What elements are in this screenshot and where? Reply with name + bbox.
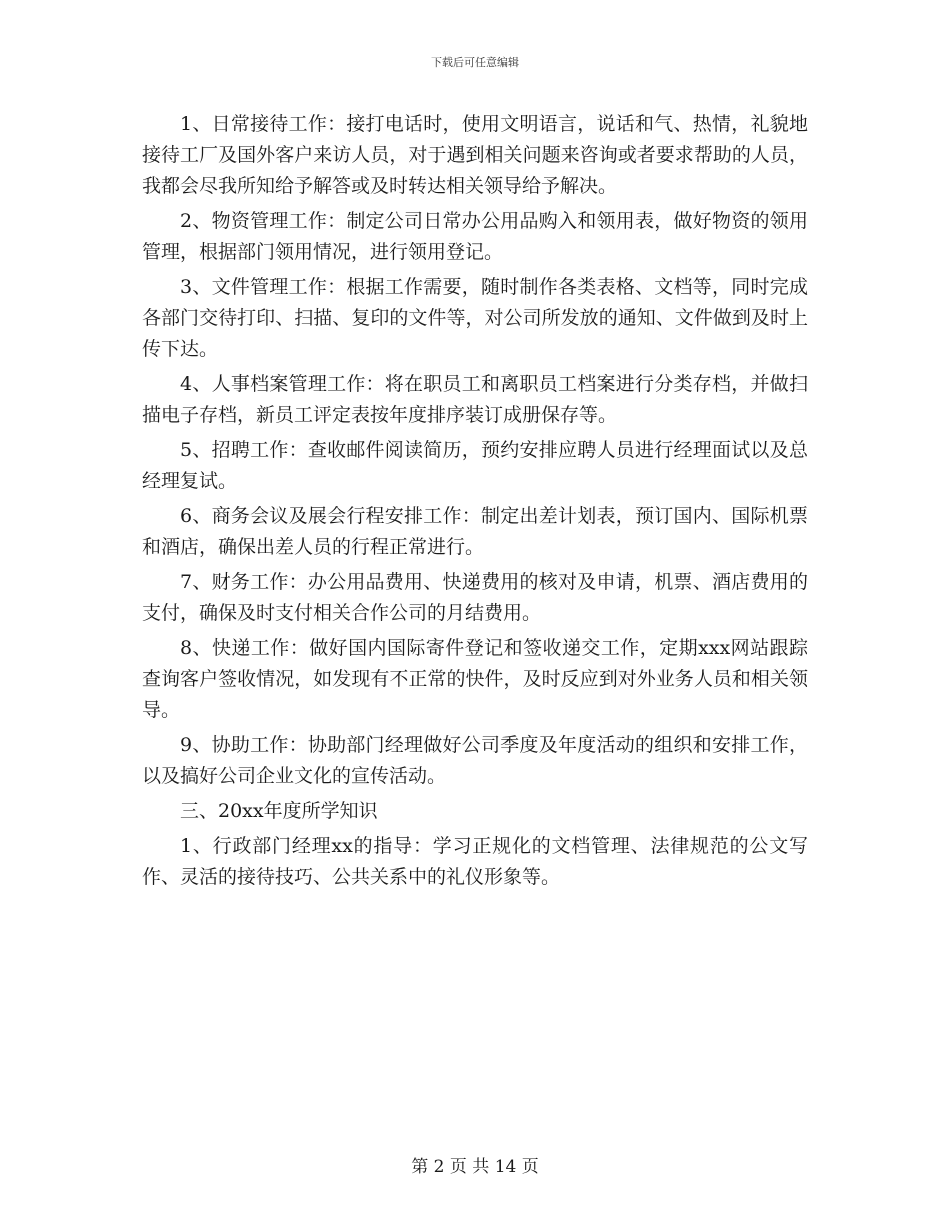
document-body xyxy=(142,109,808,897)
paragraph-finance: 7、财务工作：办公用品费用、快递费用的核对及申请，机票、酒店费用的支付，确保及时支付相关合作公司的月结费用。 xyxy=(142,571,808,624)
paragraph-reception: 1、日常接待工作：接打电话时，使用文明语言，说话和气、热情，礼貌地接待工厂及国外客户来访人员，对于遇到相关问题来咨询或者要求帮助的人员，我都会尽我所知给予解答或及时转达相关领导给予解决。 xyxy=(142,113,808,197)
paragraph-assistance: 9、协助工作：协助部门经理做好公司季度及年度活动的组织和安排工作，以及搞好公司企业文化的宣传活动。 xyxy=(142,734,808,787)
paragraph-courier: 8、快递工作：做好国内国际寄件登记和签收递交工作，定期xxx网站跟踪查询客户签收情况，如发现有不正常的快件，及时反应到对外业务人员和相关领导。 xyxy=(142,637,808,721)
page-header: 下载后可任意编辑 xyxy=(431,56,519,69)
paragraph-hr-archives: 4、人事档案管理工作：将在职员工和离职员工档案进行分类存档，并做扫描电子存档，新员工评定表按年度排序装订成册保存等。 xyxy=(142,373,808,426)
paragraph-recruiting: 5、招聘工作：查收邮件阅读简历，预约安排应聘人员进行经理面试以及总经理复试。 xyxy=(142,439,808,492)
page-number: 第 2 页 共 14 页 xyxy=(411,1157,539,1177)
paragraph-documents: 3、文件管理工作：根据工作需要，随时制作各类表格、文档等，同时完成各部门交待打印、扫描、复印的文件等，对公司所发放的通知、文件做到及时上传下达。 xyxy=(142,276,808,360)
paragraph-supplies: 2、物资管理工作：制定公司日常办公用品购入和领用表，做好物资的领用管理，根据部门领用情况，进行领用登记。 xyxy=(142,210,808,263)
paragraph-manager-guidance: 1、行政部门经理xx的指导：学习正规化的文档管理、法律规范的公文写作、灵活的接待技巧、公共关系中的礼仪形象等。 xyxy=(142,835,808,888)
paragraph-business-travel: 6、商务会议及展会行程安排工作：制定出差计划表，预订国内、国际机票和酒店，确保出差人员的行程正常进行。 xyxy=(142,505,808,558)
section-heading-knowledge: 三、20xx年度所学知识 xyxy=(180,800,378,822)
